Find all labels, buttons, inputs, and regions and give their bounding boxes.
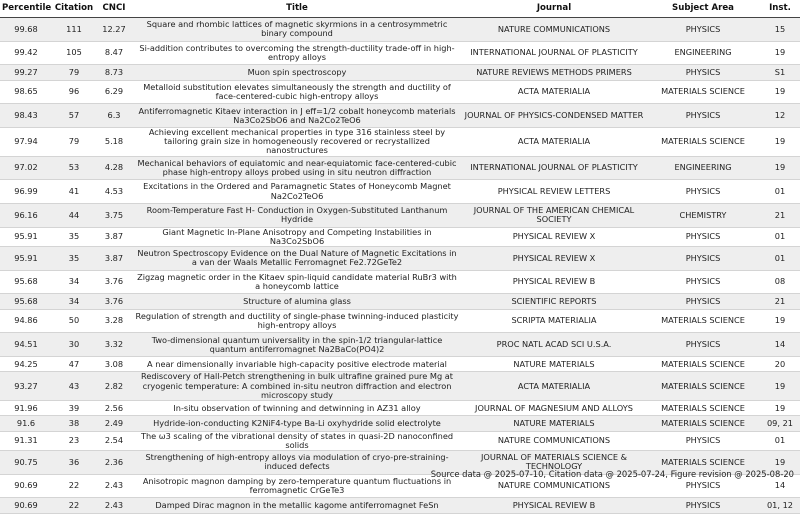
cell-subject-area: PHYSICS [646, 431, 760, 450]
cell-cnci: 3.08 [96, 357, 132, 372]
cell-title: A near dimensionally invariable high-capacity positive electrode material [132, 357, 462, 372]
cell-citation: 35 [52, 227, 96, 246]
cell-subject-area: ENGINEERING [646, 156, 760, 180]
cell-inst: 19 [760, 372, 800, 401]
cell-cnci: 2.43 [96, 474, 132, 498]
table-row [0, 357, 800, 372]
cell-title: Mechanical behaviors of equiatomic and near-equiatomic face-centered-cubic phase high-entropy alloys probed using in situ neutron diffraction [132, 156, 462, 180]
cell-percentile: 95.68 [0, 270, 52, 294]
cell-journal: PROC NATL ACAD SCI U.S.A. [462, 333, 646, 357]
cell-journal: NATURE COMMUNICATIONS [462, 18, 646, 42]
cell-title: Hydride-ion-conducting K2NiF4-type Ba-Li oxyhydride solid electrolyte [132, 416, 462, 431]
cell-percentile: 91.96 [0, 400, 52, 415]
cell-cnci: 2.49 [96, 416, 132, 431]
cell-journal: SCRIPTA MATERIALIA [462, 309, 646, 333]
cell-citation: 105 [52, 41, 96, 65]
table-row [0, 65, 800, 80]
cell-title: Zigzag magnetic order in the Kitaev spin-liquid candidate material RuBr3 with a honeycomb lattice [132, 270, 462, 294]
cell-subject-area: CHEMISTRY [646, 203, 760, 227]
table-row [0, 18, 800, 42]
cell-subject-area: ENGINEERING [646, 41, 760, 65]
table-row [0, 333, 800, 357]
table-row [0, 156, 800, 180]
cell-inst: S1 [760, 65, 800, 80]
source-footnote: Source data @ 2025-07-10, Citation data @ 2025-07-24, Figure revision @ 2025-08-20 [430, 469, 794, 479]
cell-percentile: 97.94 [0, 128, 52, 157]
table-row [0, 128, 800, 157]
cell-journal: NATURE MATERIALS [462, 357, 646, 372]
header-title: Title [132, 0, 462, 18]
cell-subject-area: MATERIALS SCIENCE [646, 416, 760, 431]
cell-inst: 14 [760, 333, 800, 357]
cell-journal: INTERNATIONAL JOURNAL OF PLASTICITY [462, 156, 646, 180]
header-subject-area: Subject Area [646, 0, 760, 18]
cell-title: Neutron Spectroscopy Evidence on the Dual Nature of Magnetic Excitations in a van der Waals Metallic Ferromagnet Fe2.72GeTe2 [132, 247, 462, 271]
cell-journal: PHYSICAL REVIEW X [462, 247, 646, 271]
cell-subject-area: PHYSICS [646, 104, 760, 128]
cell-inst: 19 [760, 309, 800, 333]
cell-subject-area: PHYSICS [646, 294, 760, 309]
cell-subject-area: PHYSICS [646, 333, 760, 357]
cell-citation: 23 [52, 431, 96, 450]
cell-subject-area: PHYSICS [646, 270, 760, 294]
cell-percentile: 99.42 [0, 41, 52, 65]
table-header-row [0, 0, 800, 18]
cell-journal: JOURNAL OF THE AMERICAN CHEMICAL SOCIETY [462, 203, 646, 227]
cell-subject-area: PHYSICS [646, 498, 760, 513]
cell-citation: 44 [52, 203, 96, 227]
cell-title: Metalloid substitution elevates simultaneously the strength and ductility of face-centered-cubic high-entropy alloys [132, 80, 462, 104]
cell-title: Rediscovery of Hall-Petch strengthening in bulk ultrafine grained pure Mg at cryogenic temperature: A combined in-situ neutron diffraction and electron microscopy study [132, 372, 462, 401]
cell-citation: 35 [52, 247, 96, 271]
cell-citation: 79 [52, 128, 96, 157]
cell-subject-area: PHYSICS [646, 227, 760, 246]
cell-title: Strengthening of high-entropy alloys via modulation of cryo-pre-straining-induced defects [132, 450, 462, 474]
cell-subject-area: MATERIALS SCIENCE [646, 80, 760, 104]
cell-cnci: 6.3 [96, 104, 132, 128]
cell-journal: INTERNATIONAL JOURNAL OF PLASTICITY [462, 41, 646, 65]
cell-percentile: 96.99 [0, 180, 52, 204]
table-row [0, 294, 800, 309]
cell-percentile: 90.69 [0, 498, 52, 513]
cell-inst: 20 [760, 357, 800, 372]
cell-cnci: 3.28 [96, 309, 132, 333]
cell-cnci: 3.75 [96, 203, 132, 227]
cell-citation: 39 [52, 400, 96, 415]
cell-journal: PHYSICAL REVIEW B [462, 270, 646, 294]
table-row [0, 309, 800, 333]
cell-citation: 50 [52, 309, 96, 333]
cell-journal: NATURE MATERIALS [462, 416, 646, 431]
cell-citation: 53 [52, 156, 96, 180]
cell-title: Room-Temperature Fast H- Conduction in Oxygen-Substituted Lanthanum Hydride [132, 203, 462, 227]
cell-cnci: 8.47 [96, 41, 132, 65]
cell-percentile: 95.91 [0, 227, 52, 246]
cell-journal: PHYSICAL REVIEW LETTERS [462, 180, 646, 204]
cell-title: Si-addition contributes to overcoming the strength-ductility trade-off in high-entropy alloys [132, 41, 462, 65]
cell-percentile: 94.86 [0, 309, 52, 333]
cell-journal: NATURE COMMUNICATIONS [462, 431, 646, 450]
cell-percentile: 97.02 [0, 156, 52, 180]
cell-percentile: 91.6 [0, 416, 52, 431]
cell-inst: 21 [760, 294, 800, 309]
cell-inst: 19 [760, 450, 800, 474]
cell-percentile: 94.51 [0, 333, 52, 357]
header-inst: Inst. [760, 0, 800, 18]
cell-journal: NATURE COMMUNICATIONS [462, 474, 646, 498]
cell-percentile: 98.65 [0, 80, 52, 104]
cell-cnci: 2.56 [96, 400, 132, 415]
cell-subject-area: MATERIALS SCIENCE [646, 372, 760, 401]
cell-citation: 96 [52, 80, 96, 104]
cell-title: In-situ observation of twinning and detwinning in AZ31 alloy [132, 400, 462, 415]
cell-cnci: 4.53 [96, 180, 132, 204]
cell-cnci: 6.29 [96, 80, 132, 104]
cell-title: Giant Magnetic In-Plane Anisotropy and Competing Instabilities in Na3Co2SbO6 [132, 227, 462, 246]
table-row [0, 400, 800, 415]
cell-cnci: 4.28 [96, 156, 132, 180]
cell-title: Regulation of strength and ductility of single-phase twinning-induced plasticity high-entropy alloys [132, 309, 462, 333]
cell-cnci: 8.73 [96, 65, 132, 80]
cell-cnci: 3.87 [96, 227, 132, 246]
cell-citation: 36 [52, 450, 96, 474]
cell-inst: 19 [760, 41, 800, 65]
cell-citation: 43 [52, 372, 96, 401]
cell-inst: 15 [760, 18, 800, 42]
cell-title: Excitations in the Ordered and Paramagnetic States of Honeycomb Magnet Na2Co2TeO6 [132, 180, 462, 204]
table-row [0, 180, 800, 204]
cell-journal: ACTA MATERIALIA [462, 128, 646, 157]
cell-journal: PHYSICAL REVIEW B [462, 498, 646, 513]
cell-percentile: 96.16 [0, 203, 52, 227]
cell-citation: 34 [52, 270, 96, 294]
cell-citation: 30 [52, 333, 96, 357]
cell-title: Damped Dirac magnon in the metallic kagome antiferromagnet FeSn [132, 498, 462, 513]
cell-title: The ω3 scaling of the vibrational density of states in quasi-2D nanoconfined solids [132, 431, 462, 450]
table-row [0, 431, 800, 450]
table-row [0, 41, 800, 65]
cell-percentile: 91.31 [0, 431, 52, 450]
header-journal: Journal [462, 0, 646, 18]
cell-title: Anisotropic magnon damping by zero-temperature quantum fluctuations in ferromagnetic CrGeTe3 [132, 474, 462, 498]
header-cnci: CNCI [96, 0, 132, 18]
cell-cnci: 3.76 [96, 270, 132, 294]
cell-percentile: 98.43 [0, 104, 52, 128]
cell-citation: 38 [52, 416, 96, 431]
cell-title: Two-dimensional quantum universality in the spin-1/2 triangular-lattice quantum antiferromagnet Na2BaCo(PO4)2 [132, 333, 462, 357]
cell-title: Antiferromagnetic Kitaev interaction in J eff=1/2 cobalt honeycomb materials Na3Co2SbO6 and Na2Co2TeO6 [132, 104, 462, 128]
cell-percentile: 99.27 [0, 65, 52, 80]
cell-journal: JOURNAL OF PHYSICS-CONDENSED MATTER [462, 104, 646, 128]
cell-journal: ACTA MATERIALIA [462, 372, 646, 401]
cell-percentile: 90.75 [0, 450, 52, 474]
table-body [0, 18, 800, 514]
cell-inst: 01 [760, 431, 800, 450]
cell-journal: PHYSICAL REVIEW X [462, 227, 646, 246]
cell-inst: 19 [760, 156, 800, 180]
cell-journal: SCIENTIFIC REPORTS [462, 294, 646, 309]
table-row [0, 203, 800, 227]
cell-journal: JOURNAL OF MAGNESIUM AND ALLOYS [462, 400, 646, 415]
cell-title: Structure of alumina glass [132, 294, 462, 309]
cell-cnci: 2.54 [96, 431, 132, 450]
cell-citation: 22 [52, 498, 96, 513]
cell-percentile: 90.69 [0, 474, 52, 498]
cell-percentile: 95.68 [0, 294, 52, 309]
cell-percentile: 95.91 [0, 247, 52, 271]
cell-cnci: 12.27 [96, 18, 132, 42]
cell-inst: 01 [760, 227, 800, 246]
cell-cnci: 2.36 [96, 450, 132, 474]
cell-inst: 12 [760, 104, 800, 128]
cell-subject-area: MATERIALS SCIENCE [646, 309, 760, 333]
table-row [0, 80, 800, 104]
header-percentile: Percentile [0, 0, 52, 18]
table-row [0, 416, 800, 431]
table-row [0, 227, 800, 246]
table-row [0, 270, 800, 294]
cell-title: Square and rhombic lattices of magnetic skyrmions in a centrosymmetric binary compound [132, 18, 462, 42]
cell-percentile: 99.68 [0, 18, 52, 42]
cell-inst: 08 [760, 270, 800, 294]
table-row [0, 247, 800, 271]
cell-subject-area: PHYSICS [646, 247, 760, 271]
cell-percentile: 93.27 [0, 372, 52, 401]
cell-journal: ACTA MATERIALIA [462, 80, 646, 104]
cell-subject-area: PHYSICS [646, 474, 760, 498]
table-row [0, 104, 800, 128]
table-row [0, 372, 800, 401]
cell-inst: 21 [760, 203, 800, 227]
cell-inst: 01 [760, 247, 800, 271]
cell-subject-area: MATERIALS SCIENCE [646, 450, 760, 474]
cell-citation: 57 [52, 104, 96, 128]
cell-inst: 01 [760, 180, 800, 204]
cell-cnci: 3.32 [96, 333, 132, 357]
cell-subject-area: MATERIALS SCIENCE [646, 400, 760, 415]
cell-subject-area: MATERIALS SCIENCE [646, 357, 760, 372]
cell-inst: 19 [760, 80, 800, 104]
cell-subject-area: PHYSICS [646, 65, 760, 80]
cell-cnci: 2.43 [96, 498, 132, 513]
cell-citation: 47 [52, 357, 96, 372]
cell-subject-area: PHYSICS [646, 18, 760, 42]
cell-inst: 19 [760, 128, 800, 157]
cell-cnci: 3.76 [96, 294, 132, 309]
cell-percentile: 94.25 [0, 357, 52, 372]
table-row [0, 498, 800, 513]
header-citation: Citation [52, 0, 96, 18]
cell-citation: 79 [52, 65, 96, 80]
cell-subject-area: PHYSICS [646, 180, 760, 204]
cell-inst: 19 [760, 400, 800, 415]
cell-cnci: 2.82 [96, 372, 132, 401]
cell-inst: 01, 12 [760, 498, 800, 513]
cell-subject-area: MATERIALS SCIENCE [646, 128, 760, 157]
cell-title: Muon spin spectroscopy [132, 65, 462, 80]
cell-citation: 34 [52, 294, 96, 309]
cell-inst: 09, 21 [760, 416, 800, 431]
cell-inst: 14 [760, 474, 800, 498]
cell-citation: 41 [52, 180, 96, 204]
cell-title: Achieving excellent mechanical properties in type 316 stainless steel by tailoring grain size in homogeneously recovered or recrystallized nanostructures [132, 128, 462, 157]
cell-citation: 111 [52, 18, 96, 42]
cell-cnci: 3.87 [96, 247, 132, 271]
cell-journal: JOURNAL OF MATERIALS SCIENCE & TECHNOLOGY [462, 450, 646, 474]
cell-journal: NATURE REVIEWS METHODS PRIMERS [462, 65, 646, 80]
cell-cnci: 5.18 [96, 128, 132, 157]
cell-citation: 22 [52, 474, 96, 498]
